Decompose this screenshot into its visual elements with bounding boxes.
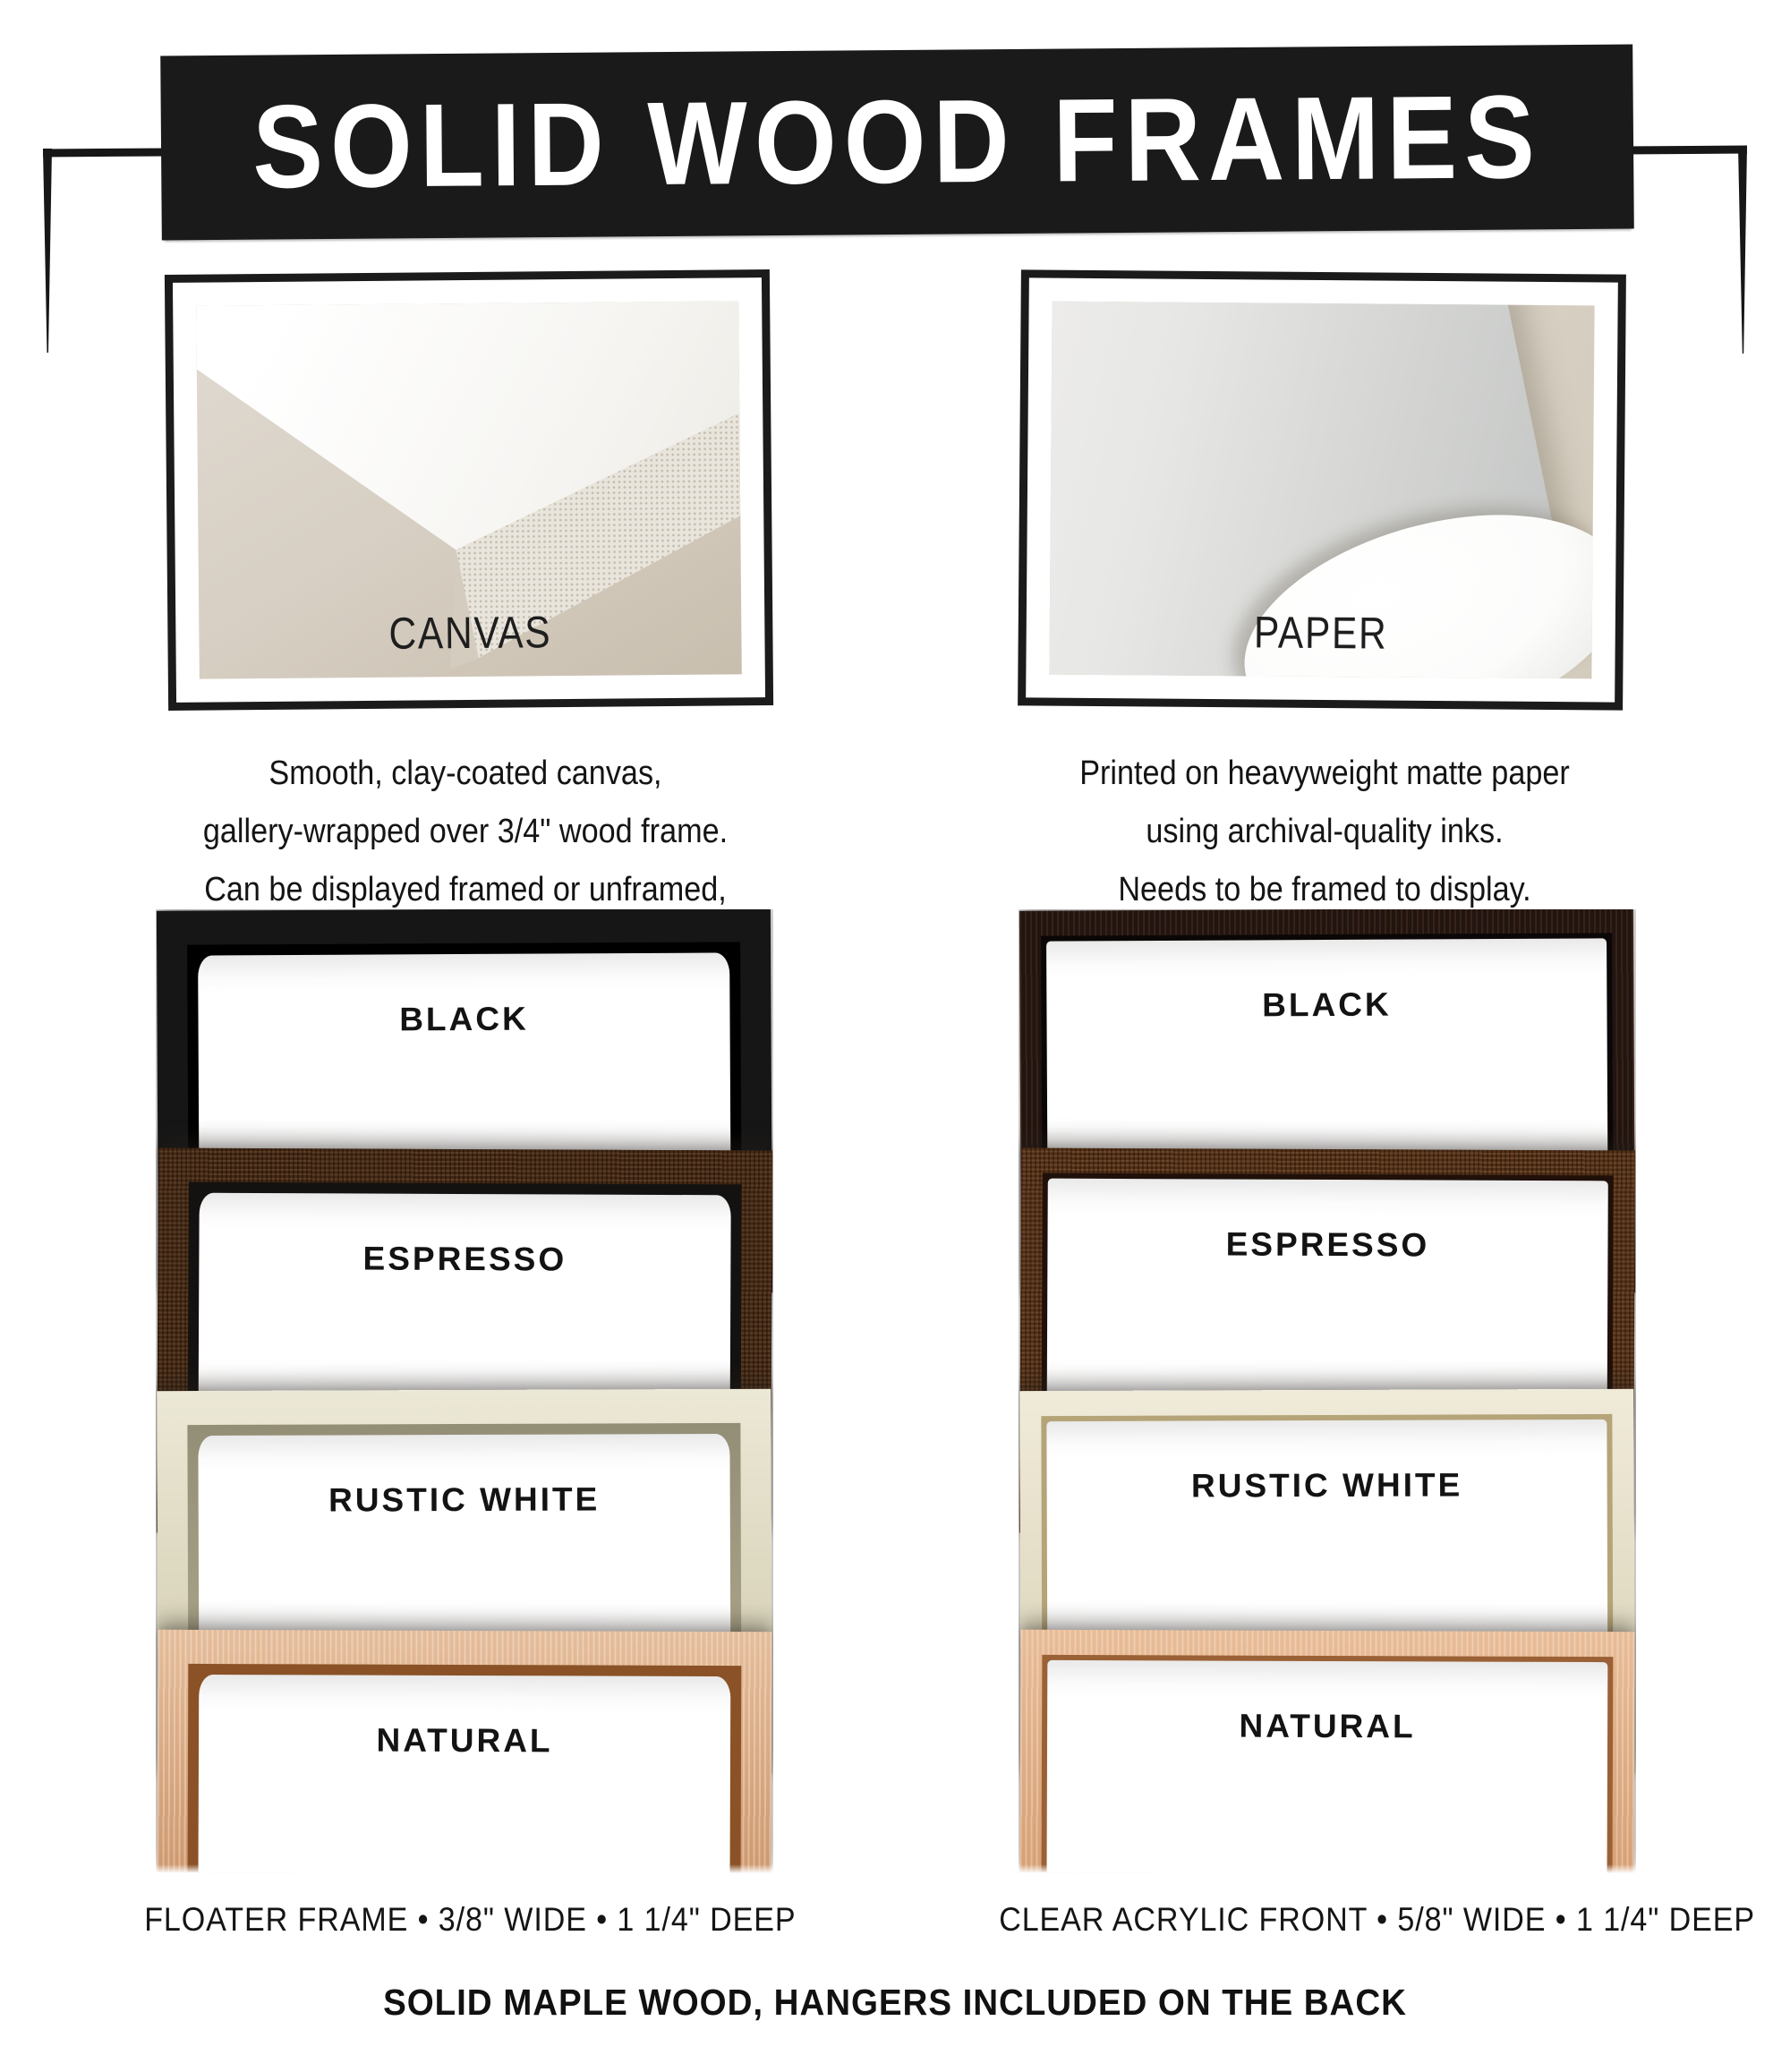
paper-frame-caption: CLEAR ACRYLIC FRONT • 5/8" WIDE • 1 1/4" DEEP [999,1901,1756,1938]
canvas-photo-frame [165,269,773,711]
canvas-description [167,745,763,919]
paper-description [1027,745,1623,919]
frame-color-label: NATURAL [376,1721,553,1760]
frame-color-label: RUSTIC WHITE [328,1480,601,1519]
frame-sample-canvas-natural [158,1630,772,1873]
bracket-left-horizontal [43,149,168,158]
bracket-right-vertical [1738,146,1747,354]
paper-description-line: Printed on heavyweight matte paper [1079,755,1570,792]
paper-photo-label: PAPER [1253,607,1388,659]
frame-color-label: ESPRESSO [1225,1225,1430,1264]
canvas-description-line: Can be displayed framed or unframed, [204,871,727,908]
footer-note: SOLID MAPLE WOOD, HANGERS INCLUDED ON THE BACK [383,1982,1407,2023]
paper-description-line: using archival-quality inks. [1146,813,1504,850]
frame-color-label: ESPRESSO [362,1240,567,1278]
paper-photo [1049,302,1594,679]
frame-color-label: RUSTIC WHITE [1190,1466,1463,1505]
paper-frame-stack [1019,909,1636,1873]
paper-photo-frame [1018,269,1626,710]
floater-gap [188,1664,742,1873]
canvas-photo [196,301,742,678]
frame-color-label: BLACK [399,1000,529,1038]
bracket-left-vertical [43,149,52,353]
print-insert [1047,1660,1608,1873]
frame-color-label: BLACK [1262,985,1392,1024]
frame-lip [1042,1655,1614,1873]
canvas-frame-stack [156,909,773,1873]
canvas-frame-caption: FLOATER FRAME • 3/8" WIDE • 1 1/4" DEEP [144,1901,797,1938]
title-banner [160,45,1634,241]
page-title: SOLID WOOD FRAMES [251,71,1543,214]
frame-color-label: NATURAL [1239,1707,1416,1745]
canvas-description-line: gallery-wrapped over 3/4" wood frame. [202,813,729,850]
frame-sample-paper-natural [1020,1630,1635,1873]
canvas-description-line: Smooth, clay-coated canvas, [268,755,662,792]
canvas-photo-label: CANVAS [388,607,552,659]
canvas-insert [199,1675,731,1873]
bracket-right-horizontal [1622,146,1747,155]
paper-description-line: Needs to be framed to display. [1118,871,1531,908]
